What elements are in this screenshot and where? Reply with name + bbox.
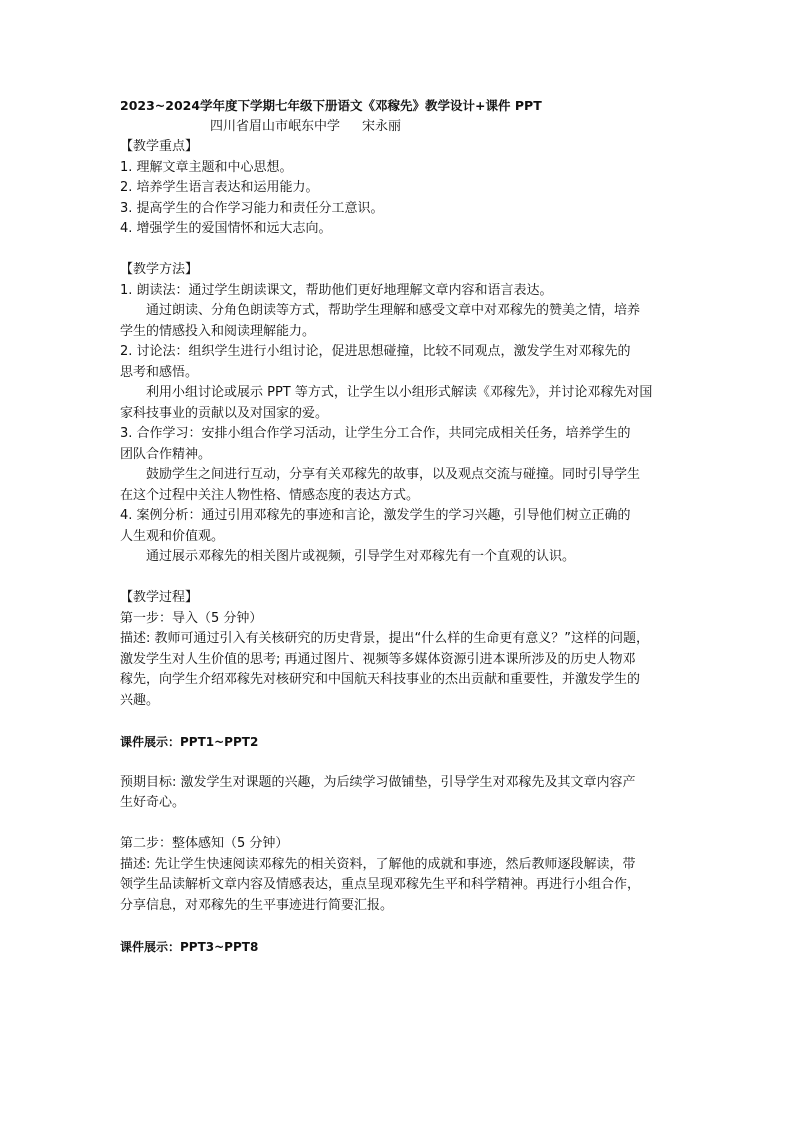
method-line: 思考和感悟。	[120, 364, 199, 380]
document-page	[120, 96, 680, 957]
spacer	[120, 814, 680, 835]
step2-desc-line: 领学生品读解析文章内容及情感表达，重点呈现邓稼先生平和科学精神。再进行小组合作，	[120, 877, 641, 892]
method-line: 团队合作精神。	[120, 446, 212, 462]
process-heading: 【教学过程】	[120, 590, 199, 605]
step2-slides: 课件展示：PPT3~PPT8	[120, 939, 259, 954]
step1-slides: 课件展示：PPT1~PPT2	[120, 734, 259, 749]
spacer	[120, 568, 680, 589]
method-line: 通过朗读、分角色朗读等方式，帮助学生理解和感受文章中对邓稼先的赞美之情，培养	[146, 303, 641, 318]
step1-desc-line: 描述: 教师可通过引入有关核研究的历史背景，提出“什么样的生命更有意义？”这样的问题，	[120, 631, 649, 646]
method-line: 在这个过程中关注人物性格、情感态度的表达方式。	[120, 487, 420, 503]
spacer	[120, 916, 680, 937]
method-line: 通过展示邓稼先的相关图片或视频，引导学生对邓稼先有一个直观的认识。	[146, 549, 576, 564]
method-line: 3. 合作学习：安排小组合作学习活动，让学生分工合作，共同完成相关任务，培养学生的	[120, 426, 631, 441]
key-points-heading: 【教学重点】	[120, 139, 199, 154]
key-point-item: 3. 提高学生的合作学习能力和责任分工意识。	[120, 200, 384, 216]
key-point-item: 1. 理解文章主题和中心思想。	[120, 159, 293, 175]
step1-desc-line: 稼先，向学生介绍邓稼先对核研究和中国航天科技事业的杰出贡献和重要性，并激发学生的	[120, 672, 641, 687]
author-name: 宋永丽	[362, 118, 402, 134]
step1-title: 第一步：导入（5 分钟）	[120, 610, 263, 626]
school-name: 四川省眉山市岷东中学	[210, 118, 341, 134]
step1-goal-line: 预期目标: 激发学生对课题的兴趣，为后续学习做铺垫，引导学生对邓稼先及其文章内容产	[120, 774, 636, 790]
step2-desc-line: 分享信息，对邓稼先的生平事迹进行简要汇报。	[120, 897, 394, 913]
document-title: 2023~2024学年度下学期七年级下册语文《邓稼先》教学设计+课件 PPT	[120, 98, 542, 113]
methods-heading: 【教学方法】	[120, 262, 199, 277]
step2-desc-line: 描述: 先让学生快速阅读邓稼先的相关资料，了解他的成就和事迹，然后教师逐段解读，带	[120, 856, 636, 872]
method-line: 家科技事业的贡献以及对国家的爱。	[120, 405, 329, 421]
key-point-item: 2. 培养学生语言表达和运用能力。	[120, 180, 319, 195]
method-line: 1. 朗读法：通过学生朗读课文，帮助他们更好地理解文章内容和语言表达。	[120, 282, 553, 298]
step2-title: 第二步：整体感知（5 分钟）	[120, 836, 289, 851]
method-line: 鼓励学生之间进行互动，分享有关邓稼先的故事，以及观点交流与碰撞。同时引导学生	[146, 467, 641, 482]
key-point-item: 4. 增强学生的爱国情怀和远大志向。	[120, 221, 332, 236]
method-line: 2. 讨论法：组织学生进行小组讨论，促进思想碰撞，比较不同观点，激发学生对邓稼先的	[120, 344, 631, 359]
method-line: 人生观和价值观。	[120, 528, 225, 544]
spacer	[120, 711, 680, 732]
spacer	[120, 752, 680, 773]
method-line: 利用小组讨论或展示 PPT 等方式，让学生以小组形式解读《邓稼先》，并讨论邓稼先对国	[146, 385, 653, 400]
step1-desc-line: 激发学生对人生价值的思考; 再通过图片、视频等多媒体资源引进本课所涉及的历史人物邓	[120, 651, 636, 667]
method-line: 学生的情感投入和阅读理解能力。	[120, 323, 316, 339]
step1-desc-line: 兴趣。	[120, 692, 160, 708]
method-line: 4. 案例分析：通过引用邓稼先的事迹和言论，激发学生的学习兴趣，引导他们树立正确的	[120, 508, 631, 523]
document-byline	[120, 117, 680, 138]
step1-goal-line: 生好奇心。	[120, 795, 186, 810]
spacer	[120, 240, 680, 261]
